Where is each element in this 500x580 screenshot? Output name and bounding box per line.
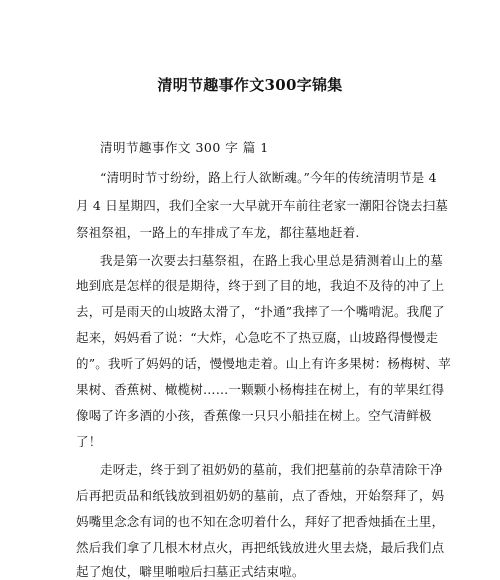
paragraph-1-line-3: 祭祖祭祖，一路上的车排成了车龙，都往墓地赶着.: [76, 225, 360, 240]
paragraph-2-line-3: 去，可是雨天的山坡路太滑了，“扑通”我摔了一个嘴啃泥。我爬了: [76, 304, 445, 319]
paragraph-2-line-8: 了！: [76, 434, 102, 449]
paragraph-2-line-4: 起来，妈妈看了说：“大炸，心急吃不了热豆腐，山坡路得慢慢走: [76, 330, 439, 345]
paragraph-2-line-1: 我是第一次要去扫墓祭祖，在路上我心里总是猜测着山上的墓: [100, 253, 443, 268]
paragraph-2-line-2: 地到底是怎样的很是期待，终于到了目的地，我迫不及待的冲了上: [76, 278, 445, 293]
paragraph-1-line-1: “清明时节寸纷纷，路上行人欲断魂。”今年的传统清明节是 4: [100, 170, 437, 185]
paragraph-2-line-5: 的”。我听了妈妈的话，慢慢地走着。山上有许多果树：杨梅树、苹: [76, 356, 451, 371]
paragraph-2-line-6: 果树、香蕉树、橄榄树……一颗颗小杨梅挂在树上，有的苹果红得: [76, 382, 445, 397]
section-heading: 清明节趣事作文 300 字 篇 1: [100, 140, 269, 155]
paragraph-3-line-1: 走呀走，终于到了祖奶奶的墓前，我们把墓前的杂草清除干净: [100, 462, 443, 477]
paragraph-1-line-2: 月 4 日星期四，我们全家一大早就开车前往老家一潮阳谷饶去扫墓: [76, 198, 449, 213]
paragraph-3-line-3: 妈嘴里念念有词的也不知在念叨着什么，拜好了把香烛插在土里，: [76, 514, 445, 529]
paragraph-3-line-5: 起了炮仗，噼里啪啦后扫墓正式结束啦。: [76, 564, 305, 579]
paragraph-3-line-2: 后再把贡品和纸钱放到祖奶奶的墓前，点了香烛，开始祭拜了，妈: [76, 488, 445, 503]
paragraph-3-line-4: 然后我们拿了几根木材点火，再把纸钱放进火里去烧，最后我们点: [76, 540, 445, 555]
document-title: 清明节趣事作文300字锦集: [157, 76, 343, 94]
paragraph-2-line-7: 像喝了许多酒的小孩，香蕉像一只只小船挂在树上。空气清鲜极: [76, 408, 432, 423]
